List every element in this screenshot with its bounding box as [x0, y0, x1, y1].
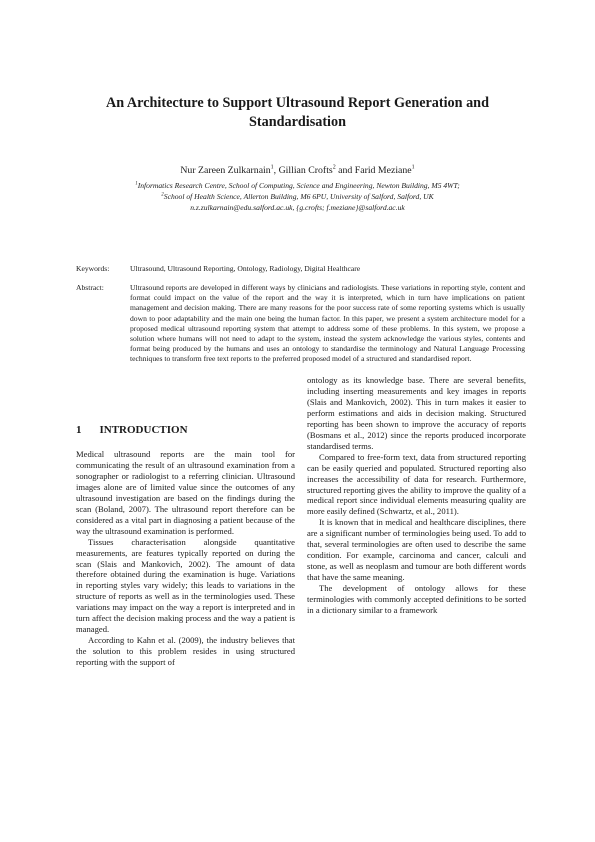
author-name: Farid Meziane — [354, 165, 412, 176]
affiliation-line — [60, 180, 535, 191]
body-paragraph: Compared to free-form text, data from structured reporting can be easily queried and populated. Structured reporting also increases the accessibility of data for research. Furthermore, structured reporting gives the ability to improve the quality of a medical report since individual elements measuring quality are more easily defined (Schwartz, et al., 2011). — [307, 451, 526, 517]
author-affil-mark: 2 — [332, 164, 336, 171]
author-affil-mark: 1 — [411, 164, 415, 171]
author-name: Nur Zareen Zulkarnain — [180, 165, 271, 176]
affiliation-text: School of Health Science, Allerton Building, M6 6PU, University of Salford, Salford, UK — [163, 192, 434, 201]
abstract-text: Ultrasound reports are developed in different ways by clinicians and radiologists. These variations in reporting style, content and format could impact on the value of the report and the way it is interpreted, which in turn have implications on patient management and decision making. There are many reasons for the poor success rate of some reporting systems which is usually down to poor adaptability and the main one being the human factor. In this paper, we present a system architecture model for a proposed medical ultrasound reporting system that attempt to address some of these problems. In this system, we propose a solution where humans will not need to adapt to the system, instead the system acknowledge the various styles, contents and format being produced by the humans and uses an ontology to standardise the terminology and Natural Language Processing techniques to transform free text reports to the preferred proposed model of a structured and standardised report. — [130, 283, 525, 364]
body-paragraph: The development of ontology allows for these terminologies with commonly accepted definitions to be sorted in a dictionary similar to a framework — [307, 583, 526, 616]
contact-emails: n.z.zulkarnain@edu.salford.ac.uk, {g.crofts; f.meziane}@salford.ac.uk — [190, 203, 405, 212]
left-column — [76, 424, 295, 668]
section-heading — [76, 424, 295, 437]
body-paragraph: According to Kahn et al. (2009), the industry believes that the solution to this problem resides in using structured reporting with the support of — [76, 635, 295, 668]
author-list — [60, 165, 535, 177]
keywords-text: Ultrasound, Ultrasound Reporting, Ontology, Radiology, Digital Healthcare — [130, 264, 361, 273]
affiliation-line — [60, 191, 535, 202]
affiliation-text: Informatics Research Centre, School of Computing, Science and Engineering, Newton Building, M5 4WT; — [137, 181, 460, 190]
author-name: Gillian Crofts — [278, 165, 333, 176]
author-separator: , — [273, 165, 279, 176]
body-paragraph: ontology as its knowledge base. There are several benefits, including inserting measurements and key images in reports (Slais and Mankovich, 2002). This in turn makes it easier to perform estimations and aids in decision making. Structured reporting has been shown to improve the accuracy of reports (Bosmans et al., 2012) since the reports produced incorporate standardised terms. — [307, 375, 526, 451]
author-separator: and — [335, 165, 355, 176]
section-title: INTRODUCTION — [99, 424, 188, 436]
author-affil-mark: 1 — [270, 164, 274, 171]
affil-mark: 1 — [135, 181, 138, 187]
body-paragraph: It is known that in medical and healthcare disciplines, there are a significant number of terminologies being used. To add to that, several terminologies are often used to describe the same condition. For example, carcinoma and cancer, calculi and stone, as well as neoplasm and tumour are both different words that have the same meaning. — [307, 517, 526, 583]
affil-mark: 2 — [161, 192, 164, 198]
body-paragraph: Medical ultrasound reports are the main tool for communicating the result of an ultrasound examination from a sonographer or radiologist to a referring clinician. Ultrasound images alone are of limited value since the outcomes of any ultrasound investigation are based on the findings during the scan (Boland, 2007). The ultrasound report therefore can be considered as a vital part in diagnosing a patient because of the way the ultrasound examination is performed. — [76, 449, 295, 536]
body-paragraph: Tissues characterisation alongside quantitative measurements, are features typically reported on during the scan (Slais and Mankovich, 2002). The amount of data therefore obtained during the examination is huge. Variations in reporting styles vary widely; this leads to variations in the structure of reports as well as in the terminologies used. These variations may impact on the way a report is interpreted and in turn affect the decision making process and the way a patient is managed. — [76, 536, 295, 635]
paper-title: An Architecture to Support Ultrasound Report Generation and Standardisation — [106, 95, 489, 130]
keywords-label: Keywords: — [76, 264, 110, 273]
section-number: 1 — [76, 424, 82, 436]
abstract-label: Abstract: — [76, 283, 104, 292]
affiliations — [60, 180, 535, 213]
right-column — [307, 375, 526, 616]
